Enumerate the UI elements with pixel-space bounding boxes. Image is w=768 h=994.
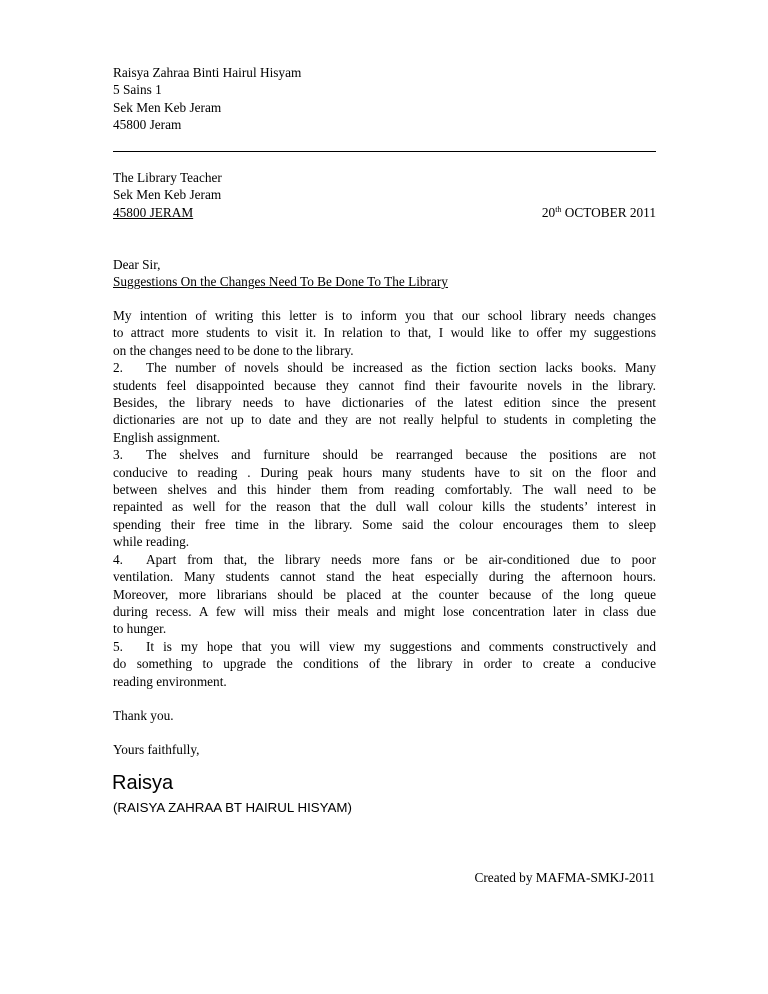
closing-thanks: Thank you. [113,708,174,723]
paragraph-number: 2. [113,360,123,376]
paragraph-2: 2. The number of novels should be increased as the fiction section lacks books. Many students feel disappointed because they cannot find their favourite novels in the library. Besides, the library needs to have dictionaries of the latest edition since the present dictionaries are not up to date and they are not really helpful to students in completing the English assignment. [113,360,656,445]
signature: Raisya [112,772,174,794]
sender-address [113,64,656,134]
sender-postcode-town: 45800 Jeram [113,117,182,133]
paragraph-3: 3. The shelves and furniture should be rearranged because the positions are not conducive to reading . During peak hours many students have to sit on the floor and between shelves and this hinder them from reading comfortably. The wall need to be repainted as well for the reason that the dull wall colour kills the students’ interest in spending their free time in the library. Some said the colour encourages them to sleep while reading. [113,447,656,550]
sender-class: 5 Sains 1 [113,82,162,98]
recipient-postcode-town: 45800 JERAM [113,204,194,220]
recipient-title: The Library Teacher [113,170,222,185]
closing-signoff: Yours faithfully, [113,742,200,757]
paragraph-number: 4. [113,551,123,567]
recipient-school: Sek Men Keb Jeram [113,187,222,203]
sender-school: Sek Men Keb Jeram [113,99,222,115]
address-divider [113,151,656,152]
salutation: Dear Sir, [113,257,161,272]
paragraph-1: My intention of writing this letter is to inform you that our school library needs changes to attract more students to visit it. In relation to that, I would like to offer my suggestions on the changes need to be done to the library. [113,308,656,358]
subject-line: Suggestions On the Changes Need To Be Done To The Library [113,274,448,290]
paragraph-number: 3. [113,447,123,463]
signatory-name: (RAISYA ZAHRAA BT HAIRUL HISYAM) [113,800,352,815]
sender-name: Raisya Zahraa Binti Hairul Hisyam [113,65,302,80]
letter-date: 20th OCTOBER 2011 [541,204,656,220]
recipient-address [113,169,656,221]
footer-credit: Created by MAFMA-SMKJ-2011 [474,870,655,885]
paragraph-5: 5. It is my hope that you will view my suggestions and comments constructively and do something to upgrade the conditions of the library in order to create a conducive reading environment. [113,638,656,689]
paragraph-4: 4. Apart from that, the library needs more fans or be air-conditioned due to poor ventilation. Many students cannot stand the heat especially during the afternoon hours. Moreover, more librarians should be placed at the counter because of the long queue during recess. A few will miss their meals and might lose concentration later in class due to hunger. [113,551,656,637]
letter-body [113,307,656,690]
salutation-block [113,256,656,291]
paragraph-number: 5. [113,638,123,654]
